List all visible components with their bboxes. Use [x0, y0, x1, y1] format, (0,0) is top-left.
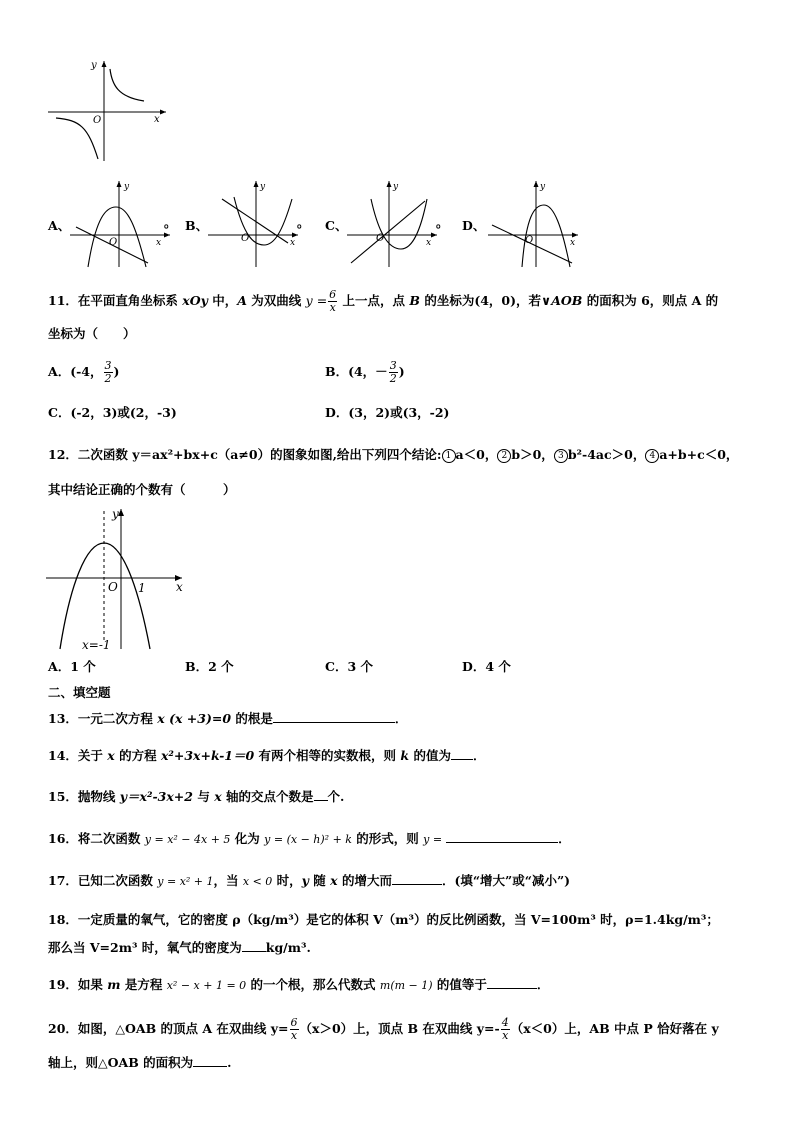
hyperbola-branch-2: [56, 118, 98, 159]
svg-text:O: O: [109, 237, 118, 248]
answer-blank: [446, 830, 558, 843]
q10-option-a-label: A、: [48, 218, 71, 233]
svg-text:y: y: [260, 182, 266, 192]
svg-text:x=-1: x=-1: [82, 638, 111, 652]
q10-option-b-label: B、: [185, 218, 209, 233]
svg-text:x: x: [156, 238, 162, 248]
question-14: 14．关于 x 的方程 x²+3x+k-1＝0 有两个相等的实数根，则 k 的值为 ．: [48, 748, 486, 763]
q10-option-d-graph: [484, 177, 584, 269]
answer-blank: [487, 976, 537, 989]
question-13: 13．一元二次方程 x (x +3)=0 的根是 ．: [48, 711, 408, 726]
answer-blank: [242, 939, 266, 952]
question-20-line-1: 20．如图，△OAB 的顶点 A 在双曲线 y= $\frac{6}{x}$ （x＞0）上，顶点 B 在双曲线 y=- $\frac{4}{x}$ （x＜0）上，AB 中点 P 恰好落在 y: [48, 1016, 719, 1042]
svg-text:x: x: [176, 580, 183, 594]
svg-text:x: x: [570, 238, 576, 248]
svg-text:y: y: [124, 182, 130, 192]
question-17: 17．已知二次函数 y = x² + 1，当 x < 0 时，y 随 x 的增大而 ．(填“增大”或“减小”): [48, 873, 571, 888]
fig-y-label: y: [91, 60, 97, 71]
q12-option-a: A．1 个: [48, 659, 96, 674]
q12-parabola-figure: [44, 505, 194, 653]
answer-blank: [314, 788, 328, 801]
fig-x-label: x: [154, 114, 160, 125]
question-19: 19．如果 m 是方程 x² − x + 1 = 0 的一个根，那么代数式 m(m − 1) 的值等于 ．: [48, 977, 550, 992]
svg-text:1: 1: [138, 581, 146, 595]
fraction-6-over-x: $\frac{6}{x}$: [329, 288, 337, 314]
question-20-line-2: 轴上，则△OAB 的面积为 .: [48, 1055, 232, 1070]
hyperbola-branch-1: [110, 69, 144, 101]
q10-option-b-tail: 。: [297, 215, 310, 230]
question-18-line-2: 那么当 V=2m³ 时，氧气的密度为 kg/m³.: [48, 940, 311, 955]
hyperbola-figure: [44, 55, 174, 165]
q10-option-a-tail: 。: [164, 215, 177, 230]
q10-option-c-label: C、: [325, 218, 348, 233]
svg-text:O: O: [525, 235, 534, 246]
q12-option-c: C．3 个: [325, 659, 373, 674]
q10-option-b-graph: [204, 177, 304, 269]
q11-option-b: B．(4，－ $\frac{3}{2}$ ): [325, 359, 405, 385]
section-heading-fill-blank: 二、填空题: [48, 685, 111, 700]
parabola: [60, 543, 150, 649]
question-11-line-2: 坐标为（ ）: [48, 326, 136, 341]
svg-text:O: O: [108, 580, 118, 594]
fig-origin-label: O: [93, 115, 102, 126]
question-18-line-1: 18．一定质量的氧气，它的密度 ρ（kg/m³）是它的体积 V（m³）的反比例函数，当 V=100m³ 时，ρ=1.4kg/m³；: [48, 912, 719, 927]
svg-text:x: x: [426, 238, 432, 248]
svg-text:x: x: [290, 238, 296, 248]
svg-text:y: y: [112, 507, 119, 521]
question-12-line-1: 12．二次函数 y＝ax²+bx+c（a≠0）的图象如图,给出下列四个结论: 1 a＜0， 2 b＞0， 3 b²-4ac＞0， 4 a+b+c＜0，: [48, 447, 739, 462]
answer-blank: [193, 1054, 227, 1067]
q11-option-c: C．(-2，3)或(2，-3): [48, 405, 177, 420]
q12-option-d: D．4 个: [462, 659, 511, 674]
svg-text:y: y: [540, 182, 546, 192]
question-15: 15．抛物线 y＝x²-3x+2 与 x 轴的交点个数是 个.: [48, 789, 345, 804]
question-16: 16．将二次函数 y = x² − 4x + 5 化为 y = (x − h)² + k 的形式，则 y = ．: [48, 831, 571, 846]
answer-blank: [392, 872, 442, 885]
svg-text:y: y: [393, 182, 399, 192]
question-12-line-2: 其中结论正确的个数有（ ）: [48, 482, 236, 497]
q12-option-b: B．2 个: [185, 659, 234, 674]
answer-blank: [273, 710, 395, 723]
q10-option-c-tail: 。: [436, 215, 449, 230]
answer-blank: [451, 747, 473, 760]
q11-option-d: D．(3，2)或(3，-2): [325, 405, 450, 420]
q10-option-d-label: D、: [462, 218, 486, 233]
q11-option-a: A．(-4， $\frac{3}{2}$ ): [48, 359, 120, 385]
svg-text:O: O: [376, 233, 385, 244]
q10-option-a-graph: [66, 177, 176, 269]
q10-option-c-graph: [343, 177, 443, 269]
question-11-line-1: 11．在平面直角坐标系 xOy 中，A 为双曲线 y = $\frac{6}{x}$ 上一点，点 B 的坐标为(4，0)，若∨AOB 的面积为 6，则点 A 的: [48, 288, 719, 314]
svg-text:O: O: [241, 233, 250, 244]
